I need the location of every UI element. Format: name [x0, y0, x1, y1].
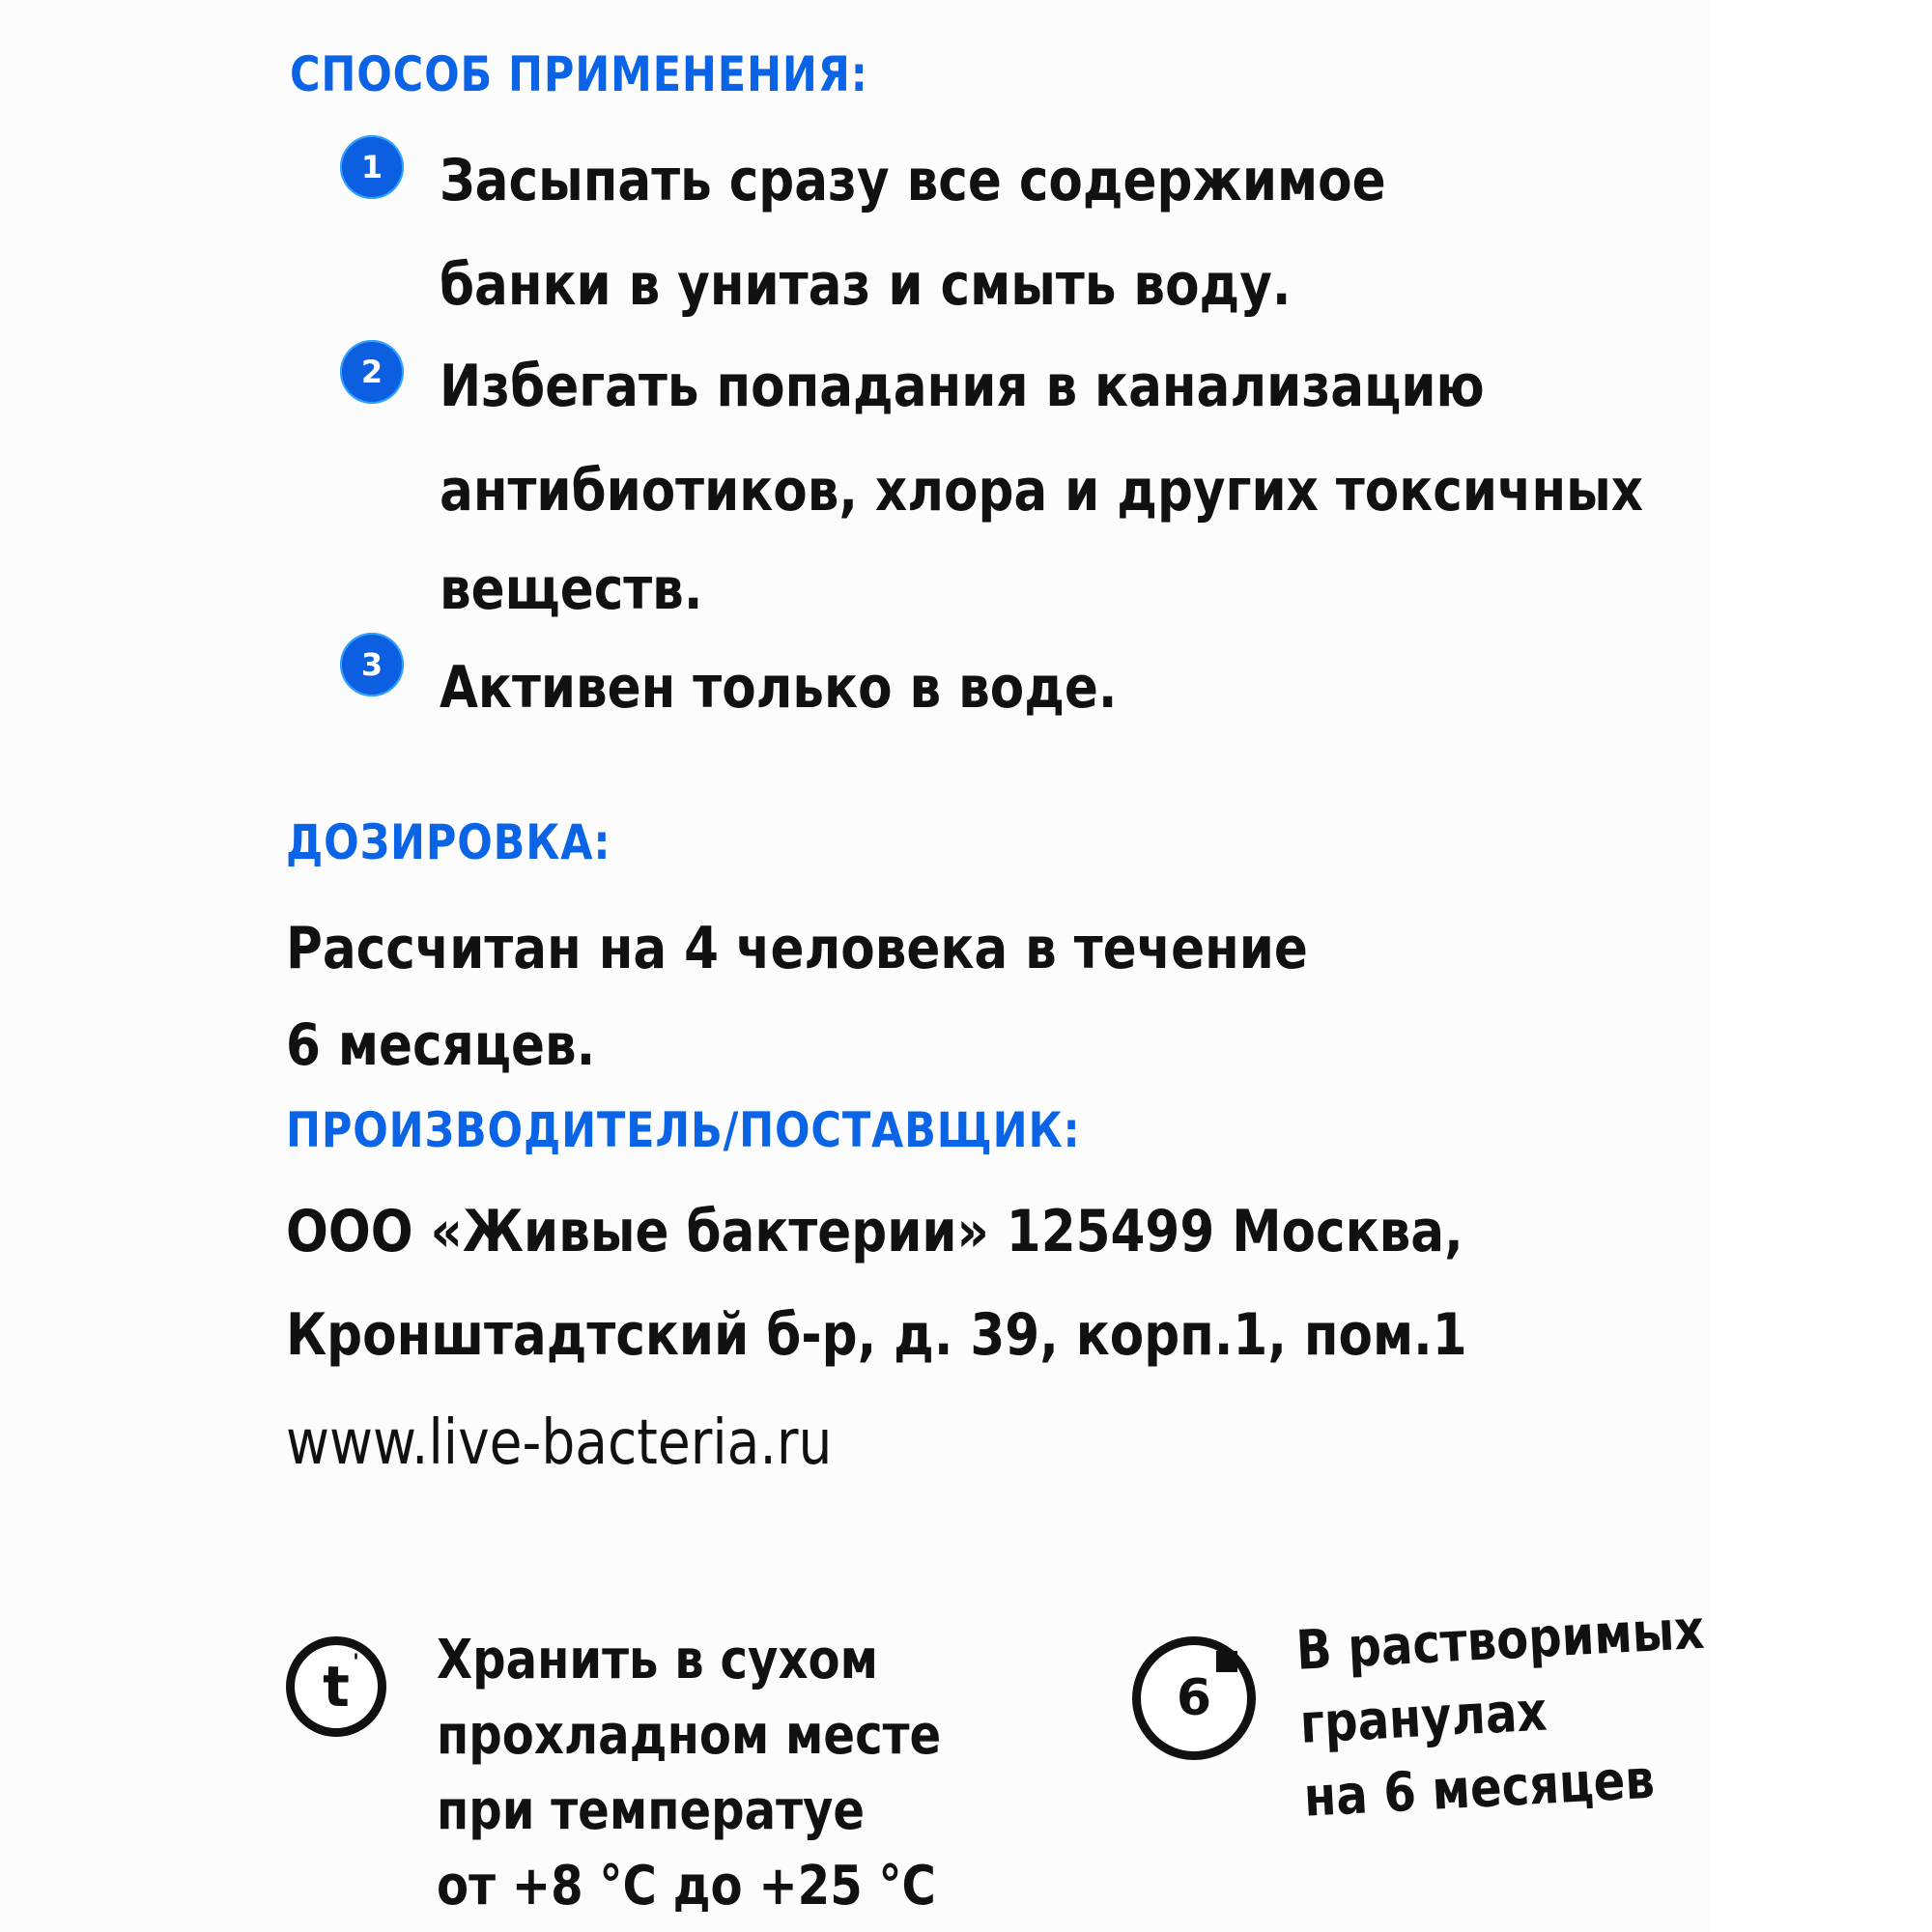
storage-line-2: прохладном месте	[437, 1704, 942, 1767]
step-2-line-2: антибиотиков, хлора и других токсичных	[440, 457, 1644, 525]
dosage-heading: ДОЗИРОВКА:	[286, 814, 611, 870]
shelf-life-line-3: на 6 месяцев	[1302, 1747, 1657, 1830]
manufacturer-heading: ПРОИЗВОДИТЕЛЬ/ПОСТАВЩИК:	[286, 1102, 1081, 1158]
step-3-line-1: Активен только в воде.	[440, 654, 1118, 722]
step-2-line-3: веществ.	[440, 555, 703, 623]
manufacturer-address-line: Кронштадтский б-р, д. 39, корп.1, пом.1	[286, 1301, 1467, 1369]
storage-text	[437, 1623, 941, 1924]
temperature-t-icon: t '	[286, 1636, 386, 1737]
manufacturer-company-line: ООО «Живые бактерии» 125499 Москва,	[286, 1198, 1463, 1265]
step-1-line-2: банки в унитаз и смыть воду.	[440, 251, 1292, 319]
dosage-line-2: 6 месяцев.	[286, 1011, 596, 1079]
clock-segment-icon	[1216, 1651, 1237, 1672]
step-2-line-1: Избегать попадания в канализацию	[440, 353, 1485, 420]
step-1-badge-icon: 1	[340, 135, 404, 199]
storage-line-3: при температуе	[437, 1779, 866, 1842]
storage-line-1: Хранить в сухом	[437, 1629, 878, 1691]
step-3-badge-icon: 3	[340, 633, 404, 696]
step-2-badge-icon: 2	[340, 340, 404, 404]
shelf-life-line-2: гранулах	[1298, 1680, 1548, 1756]
shelf-life-text	[1294, 1594, 1714, 1835]
step-1-line-1: Засыпать сразу все содержимое	[440, 147, 1386, 214]
usage-heading: СПОСОБ ПРИМЕНЕНИЯ:	[290, 46, 868, 102]
dosage-line-1: Рассчитан на 4 человека в течение	[286, 915, 1308, 982]
degree-mark-icon: '	[353, 1651, 359, 1675]
shelf-life-line-1: В растворимых	[1294, 1598, 1706, 1683]
storage-line-4: от +8 °C до +25 °C	[437, 1855, 936, 1918]
manufacturer-website-link[interactable]: www.live-bacteria.ru	[286, 1407, 833, 1479]
six-months-icon: 6	[1132, 1636, 1256, 1760]
